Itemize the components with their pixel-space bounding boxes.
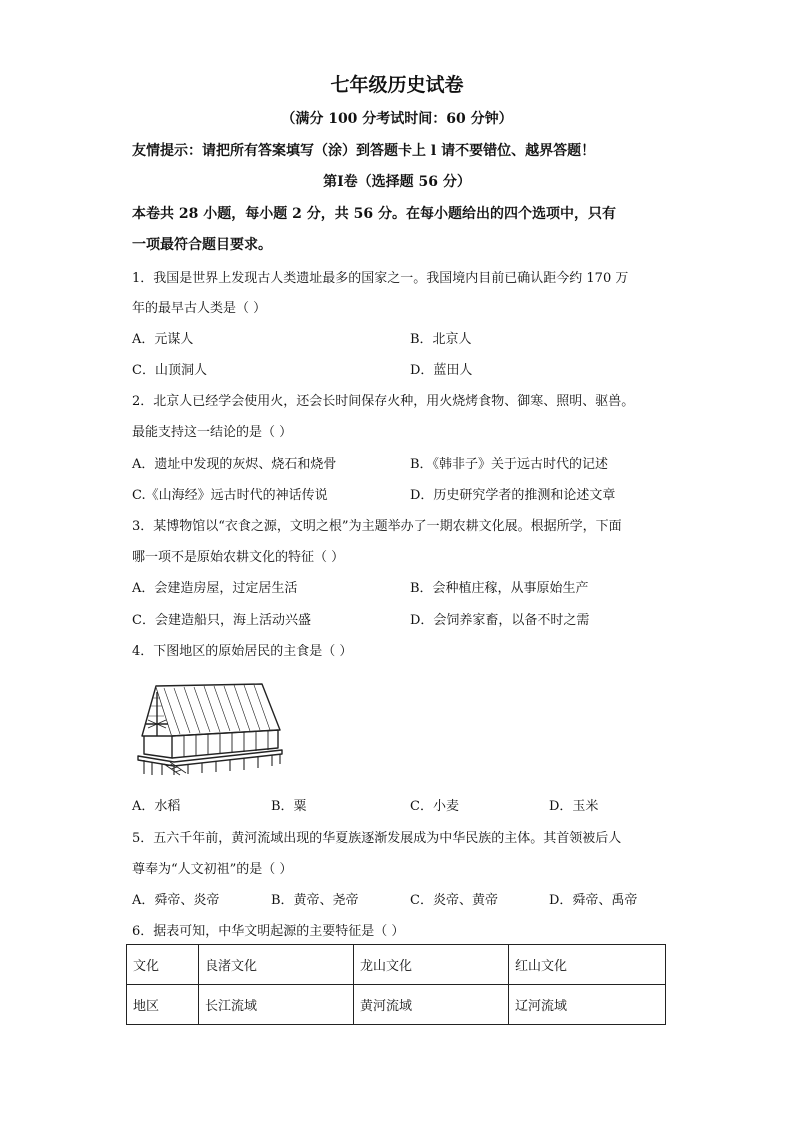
question-5-stem-line-1: 5．五六千年前，黄河流域出现的华夏族逐渐发展成为中华民族的主体。其首领被后人 <box>132 831 622 846</box>
table-cell: 文化 <box>127 945 199 985</box>
table-cell: 良渚文化 <box>199 945 354 985</box>
question-4-option-b: B．粟 <box>271 799 307 814</box>
question-1-option-b: B．北京人 <box>410 332 472 347</box>
question-1-stem-line-2: 年的最早古人类是（ ） <box>132 301 267 316</box>
question-3-option-a: A．会建造房屋，过定居生活 <box>132 581 298 596</box>
question-1-option-a: A．元谋人 <box>132 332 194 347</box>
question-4-option-c: C．小麦 <box>410 799 459 814</box>
question-3-option-d: D．会饲养家畜，以备不时之需 <box>410 613 590 628</box>
stilt-house-illustration <box>134 676 284 776</box>
table-cell: 辽河流域 <box>509 985 666 1025</box>
question-3-stem-line-2: 哪一项不是原始农耕文化的特征（ ） <box>132 550 345 565</box>
question-5-option-d: D．舜帝、禹帝 <box>549 893 638 908</box>
table-cell: 龙山文化 <box>354 945 509 985</box>
question-2-stem-line-1: 2．北京人已经学会使用火，还会长时间保存火种，用火烧烤食物、御寒、照明、驱兽。 <box>132 394 635 409</box>
question-2-stem-line-2: 最能支持这一结论的是（ ） <box>132 425 293 440</box>
question-2-option-d: D．历史研究学者的推测和论述文章 <box>410 488 616 503</box>
question-3-option-b: B．会种植庄稼，从事原始生产 <box>410 581 589 596</box>
exam-title: 七年级历史试卷 <box>330 74 464 96</box>
question-3-stem-line-1: 3．某博物馆以“衣食之源，文明之根”为主题举办了一期农耕文化展。根据所学，下面 <box>132 519 622 534</box>
part-heading: 第Ⅰ卷（选择题 56 分） <box>323 174 471 190</box>
question-4-option-a: A．水稻 <box>132 799 181 814</box>
question-5-stem-line-2: 尊奉为“人文初祖”的是（ ） <box>132 862 293 877</box>
question-5-option-a: A．舜帝、炎帝 <box>132 893 220 908</box>
question-1-stem-line-1: 1．我国是世界上发现古人类遗址最多的国家之一。我国境内目前已确认距今约 170 万 <box>132 271 629 286</box>
instruction-line-1: 本卷共 28 小题，每小题 2 分，共 56 分。在每小题给出的四个选项中，只有 <box>132 206 616 222</box>
instruction-line-2: 一项最符合题目要求。 <box>132 237 272 253</box>
question-4-option-d: D．玉米 <box>549 799 599 814</box>
question-2-option-c: C.《山海经》远古时代的神话传说 <box>132 488 328 503</box>
table-cell: 黄河流域 <box>354 985 509 1025</box>
table-row <box>127 985 666 1025</box>
question-6-stem: 6．据表可知，中华文明起源的主要特征是（ ） <box>132 924 405 939</box>
question-2-option-a: A．遗址中发现的灰烬、烧石和烧骨 <box>132 457 337 472</box>
table-cell: 红山文化 <box>509 945 666 985</box>
question-5-option-b: B．黄帝、尧帝 <box>271 893 359 908</box>
table-cell: 长江流域 <box>199 985 354 1025</box>
friendly-tip: 友情提示：请把所有答案填写（涂）到答题卡上 l 请不要错位、越界答题！ <box>132 143 596 159</box>
question-3-option-c: C．会建造船只，海上活动兴盛 <box>132 613 311 628</box>
table-cell: 地区 <box>127 985 199 1025</box>
table-row <box>127 945 666 985</box>
question-2-option-b: B．《韩非子》关于远古时代的记述 <box>410 457 609 472</box>
exam-subtitle: （满分 100 分考试时间：60 分钟） <box>281 111 513 127</box>
question-5-option-c: C．炎帝、黄帝 <box>410 893 498 908</box>
question-1-option-c: C．山顶洞人 <box>132 363 207 378</box>
question-4-stem: 4．下图地区的原始居民的主食是（ ） <box>132 644 353 659</box>
question-1-option-d: D．蓝田人 <box>410 363 473 378</box>
culture-region-table <box>126 944 666 1025</box>
